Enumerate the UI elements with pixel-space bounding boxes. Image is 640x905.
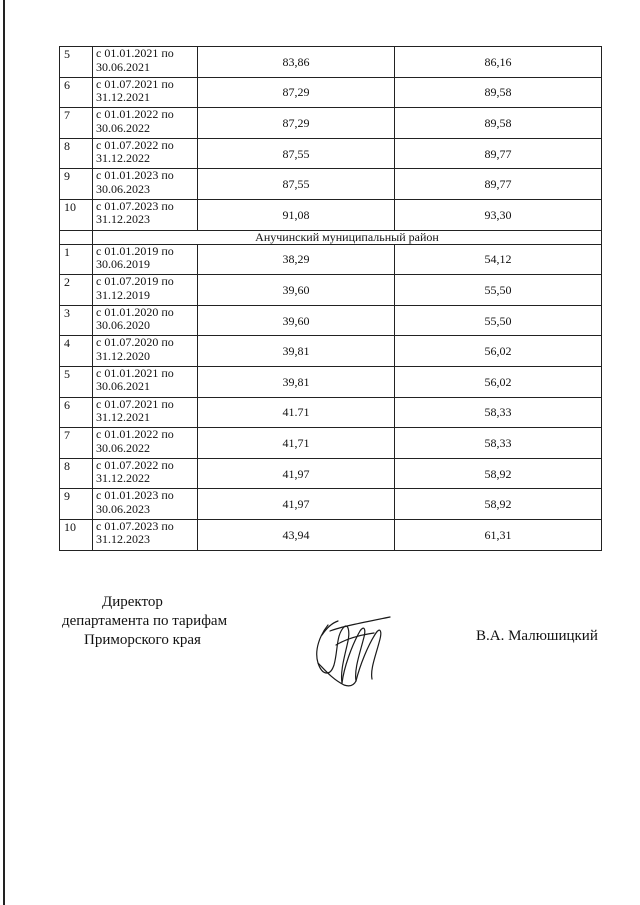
period-start: с 01.07.2022 по xyxy=(96,457,174,472)
period-cell xyxy=(93,169,198,200)
signer-position: Директор xyxy=(102,594,163,610)
period-start: с 01.01.2023 по xyxy=(96,168,174,183)
tariff-value-1: 39,60 xyxy=(198,305,395,336)
period-end: 31.12.2022 xyxy=(96,471,150,486)
section-num-cell xyxy=(60,230,93,244)
period-cell xyxy=(93,77,198,108)
period-cell xyxy=(93,275,198,306)
period-end: 31.12.2022 xyxy=(96,151,150,166)
table-row xyxy=(60,519,602,550)
tariff-value-2: 89,77 xyxy=(395,169,602,200)
tariff-table xyxy=(59,46,602,551)
table-row xyxy=(60,336,602,367)
tariff-value-1: 91,08 xyxy=(198,199,395,230)
period-start: с 01.01.2019 по xyxy=(96,243,174,258)
table-row xyxy=(60,244,602,275)
period-cell xyxy=(93,305,198,336)
tariff-value-2: 55,50 xyxy=(395,275,602,306)
row-number: 1 xyxy=(60,244,93,275)
table-row xyxy=(60,397,602,428)
signature-block xyxy=(62,593,227,650)
tariff-value-1: 39,81 xyxy=(198,336,395,367)
row-number: 10 xyxy=(60,199,93,230)
table-row xyxy=(60,47,602,78)
period-end: 31.12.2021 xyxy=(96,90,150,105)
period-start: с 01.01.2023 по xyxy=(96,488,174,503)
period-end: 30.06.2023 xyxy=(96,501,150,516)
tariff-value-1: 87,29 xyxy=(198,108,395,139)
table-row xyxy=(60,108,602,139)
row-number: 9 xyxy=(60,489,93,520)
tariff-value-2: 54,12 xyxy=(395,244,602,275)
tariff-value-2: 61,31 xyxy=(395,519,602,550)
tariff-value-1: 43,94 xyxy=(198,519,395,550)
period-start: с 01.07.2021 по xyxy=(96,396,174,411)
section-row xyxy=(60,230,602,244)
table-row xyxy=(60,199,602,230)
period-start: с 01.07.2022 по xyxy=(96,137,174,152)
tariff-value-1: 41,97 xyxy=(198,458,395,489)
period-end: 30.06.2019 xyxy=(96,257,150,272)
row-number: 3 xyxy=(60,305,93,336)
row-number: 6 xyxy=(60,77,93,108)
tariff-value-2: 86,16 xyxy=(395,47,602,78)
period-cell xyxy=(93,397,198,428)
row-number: 5 xyxy=(60,47,93,78)
tariff-value-1: 41,97 xyxy=(198,489,395,520)
row-number: 8 xyxy=(60,138,93,169)
section-header xyxy=(60,230,602,244)
period-start: с 01.07.2020 по xyxy=(96,335,174,350)
tariff-value-2: 56,02 xyxy=(395,366,602,397)
table-row xyxy=(60,489,602,520)
period-end: 30.06.2021 xyxy=(96,379,150,394)
tariff-value-1: 41.71 xyxy=(198,397,395,428)
row-number: 7 xyxy=(60,108,93,139)
period-end: 31.12.2019 xyxy=(96,287,150,302)
signer-department: департамента по тарифам xyxy=(62,613,228,629)
row-number: 7 xyxy=(60,428,93,459)
tariff-value-2: 89,58 xyxy=(395,108,602,139)
tariff-value-1: 41,71 xyxy=(198,428,395,459)
period-start: с 01.01.2021 по xyxy=(96,46,174,60)
period-start: с 01.01.2022 по xyxy=(96,427,174,442)
handwritten-signature xyxy=(300,605,400,695)
period-end: 30.06.2022 xyxy=(96,440,150,455)
period-cell xyxy=(93,108,198,139)
period-start: с 01.07.2021 по xyxy=(96,76,174,91)
tariff-value-2: 89,58 xyxy=(395,77,602,108)
period-cell xyxy=(93,138,198,169)
tariff-rows-top xyxy=(60,47,602,231)
row-number: 6 xyxy=(60,397,93,428)
period-start: с 01.07.2019 по xyxy=(96,274,174,289)
period-end: 30.06.2022 xyxy=(96,120,150,135)
period-start: с 01.01.2022 по xyxy=(96,107,174,122)
tariff-value-2: 58,92 xyxy=(395,458,602,489)
tariff-value-1: 39,81 xyxy=(198,366,395,397)
period-cell xyxy=(93,336,198,367)
tariff-value-2: 58,33 xyxy=(395,428,602,459)
row-number: 5 xyxy=(60,366,93,397)
tariff-value-1: 87,29 xyxy=(198,77,395,108)
section-title: Анучинский муниципальный район xyxy=(93,230,602,244)
period-start: с 01.07.2023 по xyxy=(96,518,174,533)
period-cell xyxy=(93,489,198,520)
tariff-value-2: 89,77 xyxy=(395,138,602,169)
period-cell xyxy=(93,47,198,78)
tariff-value-2: 56,02 xyxy=(395,336,602,367)
table-row xyxy=(60,366,602,397)
period-start: с 01.01.2020 по xyxy=(96,304,174,319)
period-cell xyxy=(93,244,198,275)
tariff-value-1: 87,55 xyxy=(198,169,395,200)
period-end: 30.06.2020 xyxy=(96,318,150,333)
period-cell xyxy=(93,458,198,489)
scan-edge xyxy=(3,0,5,905)
tariff-value-1: 39,60 xyxy=(198,275,395,306)
period-end: 31.12.2023 xyxy=(96,532,150,547)
signer-region: Приморского края xyxy=(84,632,201,648)
row-number: 8 xyxy=(60,458,93,489)
signer-name: В.А. Малюшицкий xyxy=(476,628,598,644)
period-end: 31.12.2023 xyxy=(96,212,150,227)
tariff-value-2: 55,50 xyxy=(395,305,602,336)
row-number: 9 xyxy=(60,169,93,200)
tariff-value-2: 93,30 xyxy=(395,199,602,230)
row-number: 4 xyxy=(60,336,93,367)
period-end: 31.12.2020 xyxy=(96,348,150,363)
row-number: 2 xyxy=(60,275,93,306)
period-end: 30.06.2021 xyxy=(96,59,150,74)
tariff-value-1: 83,86 xyxy=(198,47,395,78)
row-number: 10 xyxy=(60,519,93,550)
table-row xyxy=(60,169,602,200)
table-row xyxy=(60,275,602,306)
table-row xyxy=(60,458,602,489)
tariff-value-2: 58,33 xyxy=(395,397,602,428)
period-cell xyxy=(93,199,198,230)
period-start: с 01.07.2023 по xyxy=(96,198,174,213)
period-end: 30.06.2023 xyxy=(96,181,150,196)
tariff-value-2: 58,92 xyxy=(395,489,602,520)
period-cell xyxy=(93,366,198,397)
period-cell xyxy=(93,519,198,550)
table-row xyxy=(60,138,602,169)
table-row xyxy=(60,77,602,108)
table-row xyxy=(60,428,602,459)
tariff-rows-bottom xyxy=(60,244,602,550)
period-start: с 01.01.2021 по xyxy=(96,365,174,380)
tariff-value-1: 38,29 xyxy=(198,244,395,275)
period-end: 31.12.2021 xyxy=(96,410,150,425)
period-cell xyxy=(93,428,198,459)
tariff-value-1: 87,55 xyxy=(198,138,395,169)
table-row xyxy=(60,305,602,336)
